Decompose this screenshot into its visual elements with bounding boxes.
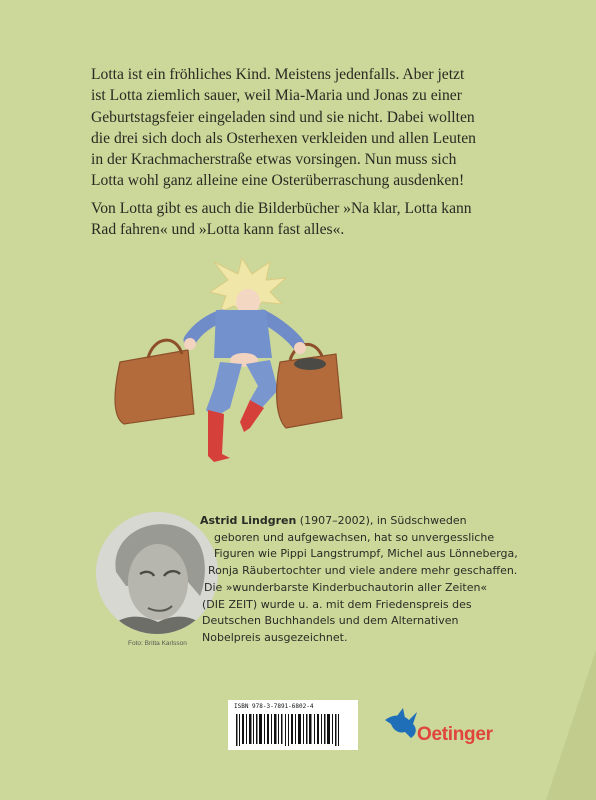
- bio-line: Ronja Räubertochter und viele andere mehr geschaffen.: [208, 564, 518, 578]
- blurb-line: Lotta ist ein fröhliches Kind. Meistens jedenfalls. Aber jetzt: [91, 66, 465, 83]
- author-bio: [200, 513, 560, 647]
- blurb-line: Lotta wohl ganz alleine eine Osterüberraschung ausdenken!: [91, 172, 465, 190]
- stamp-watermark: [506, 650, 596, 800]
- bio-line: (DIE ZEIT) wurde u. a. mit dem Friedenspreis des: [202, 597, 472, 611]
- blurb-line: in der Krachmacherstraße etwas vorsingen. Nun muss sich: [91, 151, 457, 169]
- left-boot: [208, 410, 230, 462]
- left-leg: [206, 362, 242, 418]
- bio-line: geboren und aufgewachsen, hat so unvergessliche: [214, 530, 495, 544]
- bio-line: Figuren wie Pippi Langstrumpf, Michel aus Lönneberga,: [214, 547, 518, 561]
- bio-line: Die »wunderbarste Kinderbuchautorin aller Zeiten«: [204, 580, 488, 594]
- blurb-line: die drei sich doch als Osterhexen verkleiden und allen Leuten: [91, 129, 476, 147]
- bio-first-line: [200, 513, 560, 530]
- isbn-barcode: [228, 700, 358, 750]
- publisher-name: Oetinger: [417, 724, 493, 745]
- blurb-paragraph-1: [91, 64, 561, 192]
- right-hand: [294, 342, 306, 354]
- author-years: (1907–2002), in Südschweden: [296, 514, 467, 527]
- lotta-illustration: [110, 258, 350, 468]
- blurb-line: Geburtstagsfeier eingeladen sind und sie nicht. Dabei wollten: [91, 108, 475, 126]
- left-bag: [115, 350, 194, 424]
- blurb-paragraph-2: [91, 198, 561, 241]
- photo-credit: Foto: Britta Karlsson: [128, 640, 187, 647]
- torso: [214, 310, 272, 358]
- stamp-shape: [546, 650, 596, 800]
- isbn-number: ISBN 978-3-7891-6802-4: [234, 703, 314, 710]
- portrait-face: [128, 544, 188, 620]
- left-hand: [184, 338, 196, 350]
- bio-line: Nobelpreis ausgezeichnet.: [202, 630, 348, 644]
- author-name: Astrid Lindgren: [200, 514, 297, 527]
- bag-contents: [294, 358, 326, 370]
- blurb-line: ist Lotta ziemlich sauer, weil Mia-Maria und Jonas zu einer: [91, 87, 462, 105]
- blurb-line: Rad fahren« und »Lotta kann fast alles«.: [91, 221, 345, 239]
- bio-line: Deutschen Buchhandels und dem Alternativen: [202, 614, 459, 628]
- blurb-line: Von Lotta gibt es auch die Bilderbücher »Na klar, Lotta kann: [91, 200, 472, 217]
